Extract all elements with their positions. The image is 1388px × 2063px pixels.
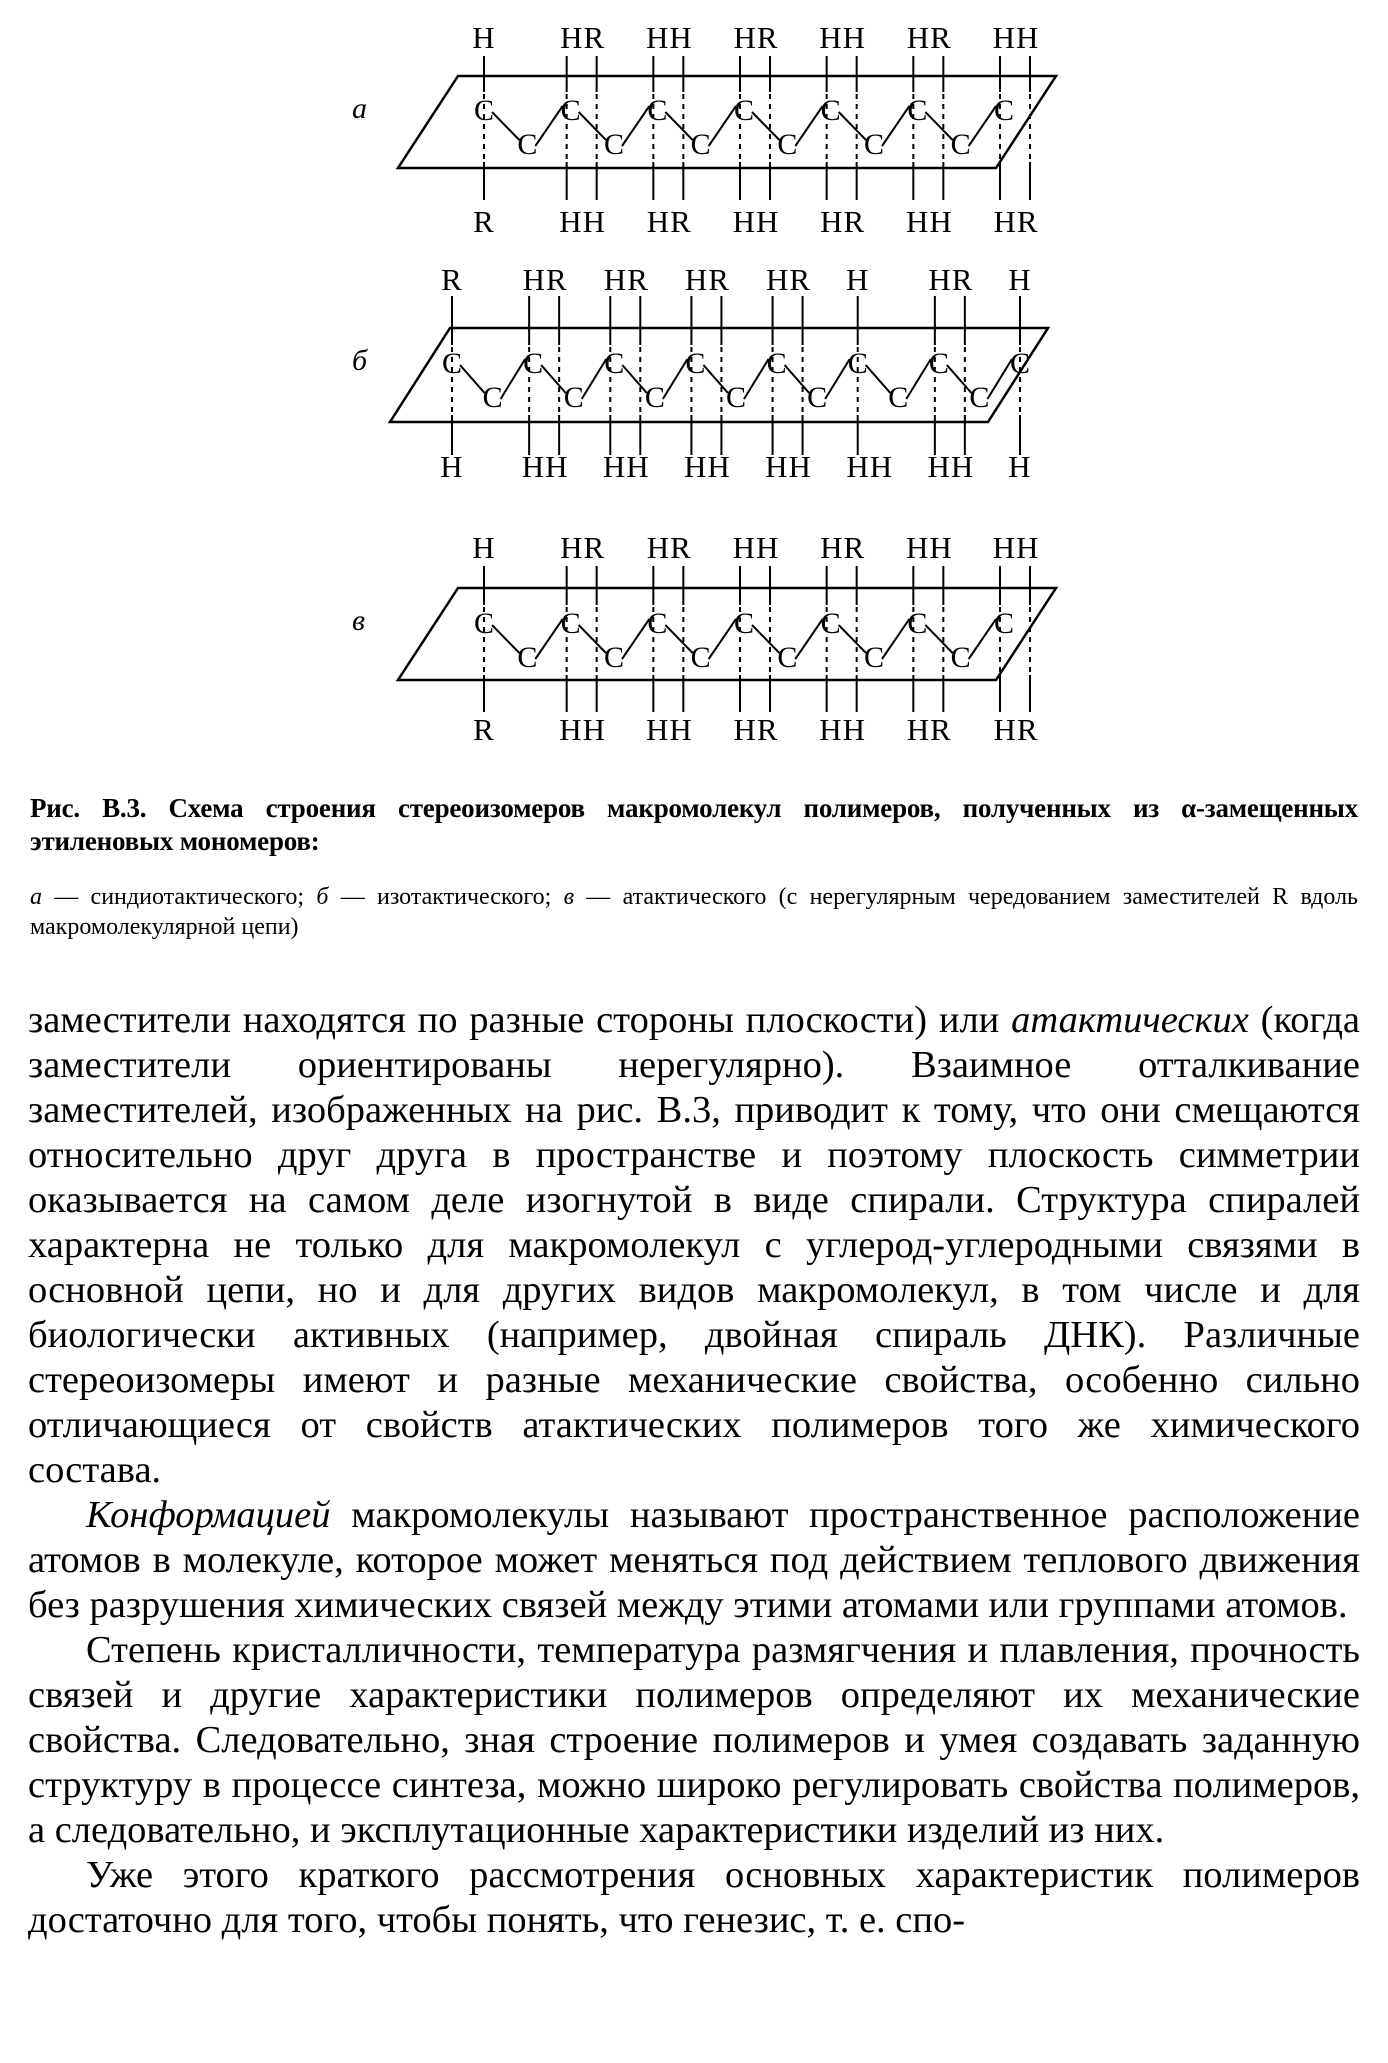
carbon-atom: C xyxy=(777,128,798,161)
chain-bond xyxy=(665,625,692,653)
chain-bond xyxy=(665,112,692,140)
legend-letter-a: а xyxy=(30,884,42,910)
substituent-bottom: HR xyxy=(820,204,866,239)
carbon-atom: C xyxy=(647,607,668,640)
carbon-atom: C xyxy=(777,641,798,674)
carbon-atom: C xyxy=(603,128,625,161)
paragraph-2 xyxy=(28,1493,1360,1628)
carbon-atom: C xyxy=(690,641,711,674)
carbon-atom: C xyxy=(725,381,747,414)
chain-bond xyxy=(622,365,647,393)
carbon-atom: C xyxy=(950,641,971,674)
chain-bond xyxy=(906,359,931,399)
substituent-bottom: HH xyxy=(927,449,975,484)
carbon-atom: C xyxy=(690,128,711,161)
paragraph-2-text: макромолекулы называют пространственное расположение атомов в молекуле, которое может меняться под действием теплового движения без разрушения химических связей между этими атомами или группами атомов. xyxy=(28,1494,1360,1626)
carbon-atom: C xyxy=(907,607,928,640)
paragraph-1-part1: заместители находятся по разные стороны плоскости) или xyxy=(28,999,1012,1041)
substituent-top: HR xyxy=(684,262,730,297)
carbon-atom: C xyxy=(441,347,463,380)
chain-bond xyxy=(622,106,649,146)
stereoisomer-figure xyxy=(0,0,1388,770)
chain-bond xyxy=(882,619,909,659)
substituent-top: H xyxy=(472,530,496,565)
carbon-atom: C xyxy=(863,128,885,161)
substituent-top: HH xyxy=(645,20,693,55)
substituent-bottom: R xyxy=(473,204,495,239)
paragraph-1 xyxy=(28,998,1360,1493)
carbon-atom: C xyxy=(847,347,868,380)
substituent-bottom: HH xyxy=(684,449,731,484)
substituent-bottom: HH xyxy=(765,449,812,484)
substituent-bottom: R xyxy=(473,712,495,747)
substituent-bottom: H xyxy=(1008,449,1032,484)
carbon-atom: C xyxy=(907,94,928,127)
chain-bond xyxy=(825,359,850,399)
term-conformation: Конформацией xyxy=(86,1494,331,1536)
carbon-atom: C xyxy=(604,347,625,380)
substituent-bottom: HH xyxy=(559,204,607,239)
substituent-top: HH xyxy=(992,20,1040,55)
carbon-atom: C xyxy=(993,94,1015,127)
body-text xyxy=(28,998,1360,1943)
carbon-atom: C xyxy=(888,381,909,414)
carbon-atom: C xyxy=(685,347,706,380)
substituent-bottom: HH xyxy=(732,204,780,239)
paragraph-1-part2: (когда заместители ориентированы нерегулярно). Взаимное отталкивание заместителей, изображенных на рис. В.3, приводит к тому, что они смещаются относительно друг друга в пространстве и поэтому плоскость симметрии оказывается на самом деле изогнутой в виде спирали. Структура спиралей характерна не только для макромолекул с углерод-углеродными связями в основной цепи, но и для других видов макромолекул, в том числе и для биологически активных (например, двойная спираль ДНК). Различные стереоизомеры имеют и разные механические свойства, особенно сильно отличающиеся от свойств атактических полимеров того же химического состава. xyxy=(28,999,1360,1491)
carbon-atom: C xyxy=(820,94,841,127)
carbon-atom: C xyxy=(993,607,1015,640)
substituent-top: H xyxy=(472,20,496,55)
paragraph-3: Степень кристалличности, температура размягчения и плавления, прочность связей и другие характеристики полимеров определяют их механические свойства. Следовательно, зная строение полимеров и умея создавать заданную структуру в процессе синтеза, можно широко регулировать свойства полимеров, а следовательно, и эксплутационные характеристики изделий из них. xyxy=(28,1629,1360,1851)
substituent-top: HR xyxy=(646,530,692,565)
substituent-top: HR xyxy=(906,20,952,55)
substituent-bottom: HR xyxy=(993,204,1039,239)
chain-bond xyxy=(579,112,606,140)
chain-bond xyxy=(622,619,649,659)
carbon-atom: C xyxy=(733,607,755,640)
substituent-bottom: HH xyxy=(819,712,867,747)
carbon-atom: C xyxy=(820,607,841,640)
chain-bond xyxy=(579,625,606,653)
figure-caption-legend xyxy=(30,882,1358,942)
substituent-top: HR xyxy=(766,262,812,297)
chain-bond xyxy=(663,359,688,399)
carbon-atom: C xyxy=(647,94,668,127)
legend-letter-v: в xyxy=(563,884,575,910)
chain-bond xyxy=(752,625,779,653)
chain-bond xyxy=(795,619,822,659)
chain-bond xyxy=(703,365,728,393)
chain-bond xyxy=(492,112,519,140)
chain-bond xyxy=(925,112,952,140)
carbon-atom: C xyxy=(473,94,495,127)
substituent-bottom: HR xyxy=(906,712,952,747)
chain-bond xyxy=(709,619,736,659)
figure-caption-title: Рис. В.3. Схема строения стереоизомеров макромолекул полимеров, полученных из α-замещенных этиленовых мономеров: xyxy=(30,793,1358,856)
carbon-atom: C xyxy=(560,607,581,640)
substituent-top: HR xyxy=(522,262,568,297)
panel-label: б xyxy=(352,344,368,377)
substituent-top: HH xyxy=(819,20,867,55)
chain-bond xyxy=(839,112,866,140)
substituent-top: H xyxy=(846,262,870,297)
chain-bond xyxy=(795,106,822,146)
substituent-top: HR xyxy=(560,20,606,55)
carbon-atom: C xyxy=(517,641,538,674)
chain-bond xyxy=(925,625,952,653)
substituent-bottom: HH xyxy=(602,449,650,484)
carbon-atom: C xyxy=(644,381,665,414)
chain-bond xyxy=(501,359,526,399)
carbon-atom: C xyxy=(1009,347,1031,380)
chain-bond xyxy=(582,359,607,399)
chain-bond xyxy=(744,359,769,399)
chain-bond xyxy=(882,106,909,146)
paragraph-4: Уже этого краткого рассмотрения основных характеристик полимеров достаточно для того, чтобы понять, что генезис, т. е. спо- xyxy=(28,1854,1360,1941)
carbon-atom: C xyxy=(928,347,949,380)
substituent-bottom: HH xyxy=(521,449,569,484)
carbon-atom: C xyxy=(560,94,581,127)
carbon-atom: C xyxy=(603,641,625,674)
carbon-atom: C xyxy=(766,347,787,380)
carbon-atom: C xyxy=(950,128,971,161)
substituent-top: HH xyxy=(992,530,1040,565)
substituent-bottom: HR xyxy=(733,712,779,747)
substituent-top: HH xyxy=(732,530,780,565)
substituent-top: HR xyxy=(733,20,779,55)
legend-text-b: — изотактического; xyxy=(328,884,564,910)
carbon-atom: C xyxy=(482,381,503,414)
substituent-top: HR xyxy=(603,262,649,297)
substituent-top: HR xyxy=(928,262,974,297)
substituent-bottom: HH xyxy=(559,712,607,747)
carbon-atom: C xyxy=(473,607,495,640)
term-atactic: атактических xyxy=(1011,999,1249,1041)
chain-panel-2 xyxy=(352,262,1048,484)
panel-label: в xyxy=(352,604,366,637)
chain-bond xyxy=(752,112,779,140)
chain-bond xyxy=(839,625,866,653)
carbon-atom: C xyxy=(517,128,538,161)
carbon-atom: C xyxy=(563,381,584,414)
chain-bond xyxy=(987,359,1012,399)
carbon-atom: C xyxy=(969,381,990,414)
chain-bond xyxy=(709,106,736,146)
chain-bond xyxy=(541,365,566,393)
legend-text-v: — атактического (с нерегулярным чередованием заместителей R вдоль макромолекулярной цепи) xyxy=(30,884,1359,940)
carbon-atom: C xyxy=(733,94,755,127)
substituent-top: HR xyxy=(820,530,866,565)
substituent-top: H xyxy=(1008,262,1032,297)
substituent-bottom: HR xyxy=(993,712,1039,747)
substituent-bottom: HR xyxy=(646,204,692,239)
chain-bond xyxy=(947,365,972,393)
substituent-top: HR xyxy=(560,530,606,565)
legend-text-a: — синдиотактического; xyxy=(42,884,317,910)
chain-bond xyxy=(535,619,562,659)
substituent-bottom: HH xyxy=(905,204,953,239)
chain-panel-3 xyxy=(352,530,1056,747)
chain-bond xyxy=(969,106,996,146)
carbon-atom: C xyxy=(523,347,544,380)
chain-bond xyxy=(535,106,562,146)
substituent-top: HH xyxy=(905,530,953,565)
substituent-bottom: H xyxy=(440,449,464,484)
carbon-atom: C xyxy=(807,381,828,414)
panel-label: а xyxy=(352,92,367,125)
carbon-atom: C xyxy=(863,641,885,674)
chain-bond xyxy=(492,625,519,653)
substituent-bottom: HH xyxy=(846,449,894,484)
chain-panel-1 xyxy=(352,20,1056,239)
substituent-bottom: HH xyxy=(645,712,693,747)
substituent-top: R xyxy=(441,262,463,297)
chain-bond xyxy=(460,365,485,393)
legend-letter-b: б xyxy=(316,884,329,910)
chain-bond xyxy=(785,365,810,393)
chain-bond xyxy=(969,619,996,659)
chain-bond xyxy=(866,365,891,393)
